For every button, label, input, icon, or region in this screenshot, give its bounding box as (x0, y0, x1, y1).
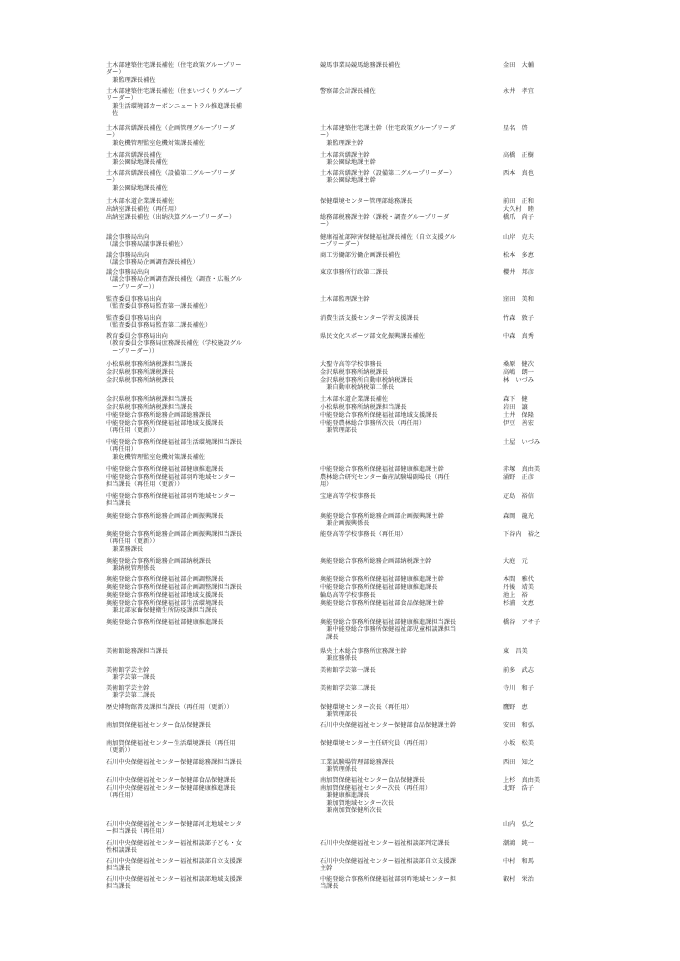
previous-position: 奥能登総合事務所保健福祉部健康推進課担当課長 兼中能登総合事務所保健福祉部児童相談課担当 課長 (320, 619, 457, 641)
new-position: 監査委員事務局出向 （監査委員事務局監査第一課長補佐） (106, 296, 212, 311)
new-position: 石川中央保健福祉センター保健部河北地域センタ ー担当課長（再任用） (106, 821, 242, 836)
previous-position: 保健環境センター主任研究員（再任用） (320, 740, 432, 747)
person-name: 赤塚 真由美 (503, 466, 541, 473)
person-name: 大久村 睦 (503, 206, 534, 213)
previous-position: 金沢県税事務所納税課長 (320, 369, 389, 376)
previous-position: 奥能登総合事務所総務企画部企画振興課主幹 兼企画振興係長 (320, 513, 444, 528)
person-name: 叡村 栄治 (503, 876, 534, 883)
previous-position: 宝達高等学校事務長 (320, 493, 376, 500)
previous-position: 中能登総合事務所保健福祉部健康推進課長 (320, 584, 438, 591)
new-position: 石川中央保健福祉センター福祉相談部自立支援課 担当課長 (106, 858, 242, 873)
new-position: 土木部建築住宅課長補佐（住宅政策グループリー ダー） 兼監理課長補佐 (106, 62, 242, 84)
new-position: 金沢県税事務所納税課担当課長 (106, 404, 193, 411)
previous-position: 中能登農林総合事務所次長（再任用） 兼管理部長 (320, 420, 426, 435)
previous-position: 土木部水道企業課長補佐 (320, 396, 389, 403)
new-position: 土木部営繕課長補佐（設備第二グループリーダ ー） 兼公園緑地課長補佐 (106, 170, 236, 192)
new-position: 議会事務局出向 （議会事務局企画調査課長補佐） (106, 252, 199, 267)
person-name: 櫻井 邦彦 (503, 269, 534, 276)
new-position: 金沢県税事務所納税課長 (106, 377, 175, 384)
previous-position: 農林総合研究センター畜産試験場副場長（再任 用） (320, 474, 450, 489)
previous-position: 土木部建築住宅課主幹（住宅政策グループリーダ ー） 兼監理課主幹 (320, 125, 456, 147)
person-name: 星名 啓 (503, 125, 528, 132)
person-name: 森下 健 (503, 396, 528, 403)
previous-position: 金沢県税事務所自動車税納税課長 兼自動車税納税第二係長 (320, 377, 413, 392)
new-position: 奥能登総合事務所保健福祉部生活環境課長 兼北部家畜保健衛生所防疫課担当課長 (106, 600, 224, 615)
new-position: 石川中央保健福祉センター福祉相談部子ども・女 性相談課長 (106, 840, 242, 855)
new-position: 奥能登総合事務所保健福祉部地域支援課長 (106, 592, 224, 599)
person-name: 中村 和馬 (503, 858, 534, 865)
previous-position: 美術館学芸第二課長 (320, 685, 376, 692)
person-name: 永井 孝宜 (503, 88, 534, 95)
new-position: 金沢県税事務所課税課長 (106, 369, 175, 376)
person-name: 森岡 龍光 (503, 513, 534, 520)
new-position: 奥能登総合事務所保健福祉部企画調整課長 (106, 576, 224, 583)
person-name: 土屋 いづみ (503, 439, 541, 446)
person-name: 窪田 美和 (503, 296, 534, 303)
person-name: 橋谷 アサ子 (503, 619, 541, 626)
person-name: 東 昌美 (503, 648, 528, 655)
new-position: 小松県税事務所納税課担当課長 (106, 361, 193, 368)
person-name: 小坂 松美 (503, 740, 534, 747)
person-name: 安田 和弘 (503, 722, 534, 729)
new-position: 中能登総合事務所保健福祉部羽咋地域センター 担当課長（再任用（更新）） (106, 474, 236, 489)
previous-position: 石川中央保健福祉センター福祉相談部判定課長 (320, 840, 450, 847)
person-name: 本間 雅代 (503, 576, 534, 583)
new-position: 土木部水道企業課長補佐 (106, 198, 175, 205)
new-position: 教育委員会事務局出向 （教育委員会事務局庶務課長補佐（学校施設グル ープリーダー）） (106, 333, 242, 355)
new-position: 南加賀保健福祉センター生活環境課長（再任用 （更新）） (106, 740, 236, 755)
new-position: 金沢県税事務所納税課担当課長 (106, 396, 193, 403)
new-position: 美術館学芸主幹 兼学芸第一課長 (106, 667, 156, 682)
new-position: 中能登総合事務所保健福祉部地域支援課長 （再任用（更新）） (106, 420, 224, 435)
previous-position: 奥能登総合事務所保健福祉部健康推進課主幹 (320, 576, 444, 583)
previous-position: 土木部監理課主幹 (320, 296, 370, 303)
person-name: 中森 真秀 (503, 333, 534, 340)
new-position: 議会事務局出向 （議会事務局企画調査課長補佐（調査・広報グル ープリーダー）） (106, 269, 242, 291)
person-name: 上杉 真由美 (503, 777, 541, 784)
new-position: 美術館学芸主幹 兼学芸第二課長 (106, 685, 156, 700)
previous-position: 東京事務所行政第二課長 (320, 269, 389, 276)
person-name: 山岸 克夫 (503, 234, 534, 241)
new-position: 出納室課長補佐（再任用） (106, 206, 181, 213)
previous-position: 奥能登総合事務所保健福祉部食品保健課主幹 (320, 600, 444, 607)
person-name: 林 いづみ (503, 377, 534, 384)
new-position: 奥能登総合事務所総務企画部企画振興課長 (106, 513, 224, 520)
person-name: 橋爪 尚子 (503, 214, 534, 221)
person-name: 前田 正和 (503, 198, 534, 205)
person-name: 鷹野 恵 (503, 704, 528, 711)
new-position: 奥能登総合事務所保健福祉部企画調整課担当課長 (106, 584, 243, 591)
new-position: 土木部営繕課長補佐 兼公園緑地課長補佐 (106, 152, 168, 167)
person-name: 前多 武志 (503, 667, 534, 674)
new-position: 南加賀保健福祉センター食品保健課長 (106, 722, 211, 729)
previous-position: 競馬事業局競馬総務課長補佐 (320, 62, 401, 69)
previous-position: 美術館学芸第一課長 (320, 667, 376, 674)
new-position: 奥能登総合事務所総務企画部企画振興課担当課長 （再任用（更新）） 兼業務課長 (106, 531, 243, 553)
previous-position: 総務部税務課主幹（課税・調査グループリーダ ー） (320, 214, 450, 229)
previous-position: 商工労働部労働企画課長補佐 (320, 252, 401, 259)
person-name: 大庭 元 (503, 558, 528, 565)
new-position: 奥能登総合事務所総務企画部納税課長 兼納税管理係長 (106, 558, 212, 573)
person-name: 寺川 和子 (503, 685, 534, 692)
person-name: 疋島 裕信 (503, 493, 534, 500)
previous-position: 石川中央保健福祉センター保健部食品保健課主幹 (320, 722, 456, 729)
person-name: 桑原 健次 (503, 361, 534, 368)
previous-position: 南加賀保健福祉センター食品保健課長 (320, 777, 425, 784)
person-name: 池上 裕 (503, 592, 528, 599)
person-name: 山内 弘之 (503, 821, 534, 828)
new-position: 土木部建築住宅課長補佐（住まいづくりグループ リーダー） 兼生活環境部カーボンニュートラル推進課長補 佐 (106, 88, 242, 118)
previous-position: 南加賀保健福祉センター次長（再任用） 兼健康推進課長 兼加賀地域センター次長 兼南加賀保健所次長 (320, 785, 432, 815)
person-name: 西田 知之 (503, 759, 534, 766)
previous-position: 警察部会計課長補佐 (320, 88, 376, 95)
new-position: 石川中央保健福祉センター福祉相談部地域支援課 担当課長 (106, 876, 242, 891)
new-position: 土木部営繕課長補佐（企画管理グループリーダ ー） 兼危機管理監室危機対策課長補佐 (106, 125, 236, 147)
previous-position: 工業試験場管理部総務課長 兼管理係長 (320, 759, 395, 774)
previous-position: 大聖寺高等学校事務長 (320, 361, 382, 368)
person-name: 高橋 正樹 (503, 152, 534, 159)
previous-position: 中能登総合事務所保健福祉部羽咋地域センター担 当課長 (320, 876, 456, 891)
new-position: 監査委員事務局出向 （監査委員事務局監査第二課長補佐） (106, 315, 212, 330)
person-name: 竹森 敦子 (503, 315, 534, 322)
new-position: 石川中央保健福祉センター保健部健康推進課長 （再任用） (106, 785, 236, 800)
new-position: 美術館総務課担当課長 (106, 648, 168, 655)
person-name: 下谷内 裕之 (503, 531, 541, 538)
person-name: 岩田 譲 (503, 404, 528, 411)
previous-position: 県民文化スポーツ部文化振興課長補佐 (320, 333, 425, 340)
previous-position: 健康福祉部障害保健福祉課長補佐（自立支援グル ープリーダー） (320, 234, 456, 249)
previous-position: 石川中央保健福祉センター福祉相談部自立支援課 主幹 (320, 858, 456, 873)
new-position: 中能登総合事務所総務企画部総務課長 (106, 412, 212, 419)
new-position: 歴史博物館普及課担当課長（再任用（更新）） (106, 704, 233, 711)
person-name: 土井 保隆 (503, 412, 534, 419)
person-name: 松本 多恵 (503, 252, 534, 259)
person-name: 潮鴻 純一 (503, 840, 534, 847)
person-name: 北野 浩子 (503, 785, 534, 792)
previous-position: 中能登総合事務所保健福祉部健康推進課主幹 (320, 466, 444, 473)
new-position: 議会事務局出向 （議会事務局議事課長補佐） (106, 234, 187, 249)
new-position: 石川中央保健福祉センター保健部食品保健課長 (106, 777, 236, 784)
previous-position: 消費生活支援センター学習支援課長 (320, 315, 419, 322)
previous-position: 小松県税事務所納税課担当課長 (320, 404, 407, 411)
previous-position: 土木部営繕課主幹 兼公園緑地課主幹 (320, 152, 376, 167)
new-position: 中能登総合事務所保健福祉部羽咋地域センター 担当課長 (106, 493, 236, 508)
person-name: 金田 大輔 (503, 62, 534, 69)
person-name: 杉浦 文恵 (503, 600, 534, 607)
new-position: 奥能登総合事務所保健福祉部健康推進課長 (106, 619, 224, 626)
new-position: 中能登総合事務所保健福祉部生活環境課担当課長 （再任用） 兼危機管理監室危機対策課長補佐 (106, 439, 243, 461)
person-name: 西本 真也 (503, 170, 534, 177)
previous-position: 県央土木総合事務所庶務課主幹 兼庶務係長 (320, 648, 407, 663)
previous-position: 土木部営繕課主幹（設備第二グループリーダー） 兼公園緑地課主幹 (320, 170, 456, 185)
previous-position: 中能登総合事務所保健福祉部地域支援課長 (320, 412, 438, 419)
person-name: 伊豆 善宏 (503, 420, 534, 427)
new-position: 出納室課長補佐（出納決算グループリーダー） (106, 214, 236, 221)
person-name: 高嶋 朗一 (503, 369, 534, 376)
person-name: 丹後 靖美 (503, 584, 534, 591)
new-position: 石川中央保健福祉センター保健部総務課担当課長 (106, 759, 242, 766)
previous-position: 奥能登総合事務所総務企画部納税課主幹 (320, 558, 432, 565)
previous-position: 保健環境センター管理部総務課長 (320, 198, 413, 205)
previous-position: 輪島高等学校事務長 (320, 592, 376, 599)
new-position: 中能登総合事務所保健福祉部健康推進課長 (106, 466, 224, 473)
previous-position: 保健環境センター次長（再任用） 兼管理部長 (320, 704, 413, 719)
person-name: 涌野 正彦 (503, 474, 534, 481)
previous-position: 能登高等学校事務長（再任用） (320, 531, 407, 538)
